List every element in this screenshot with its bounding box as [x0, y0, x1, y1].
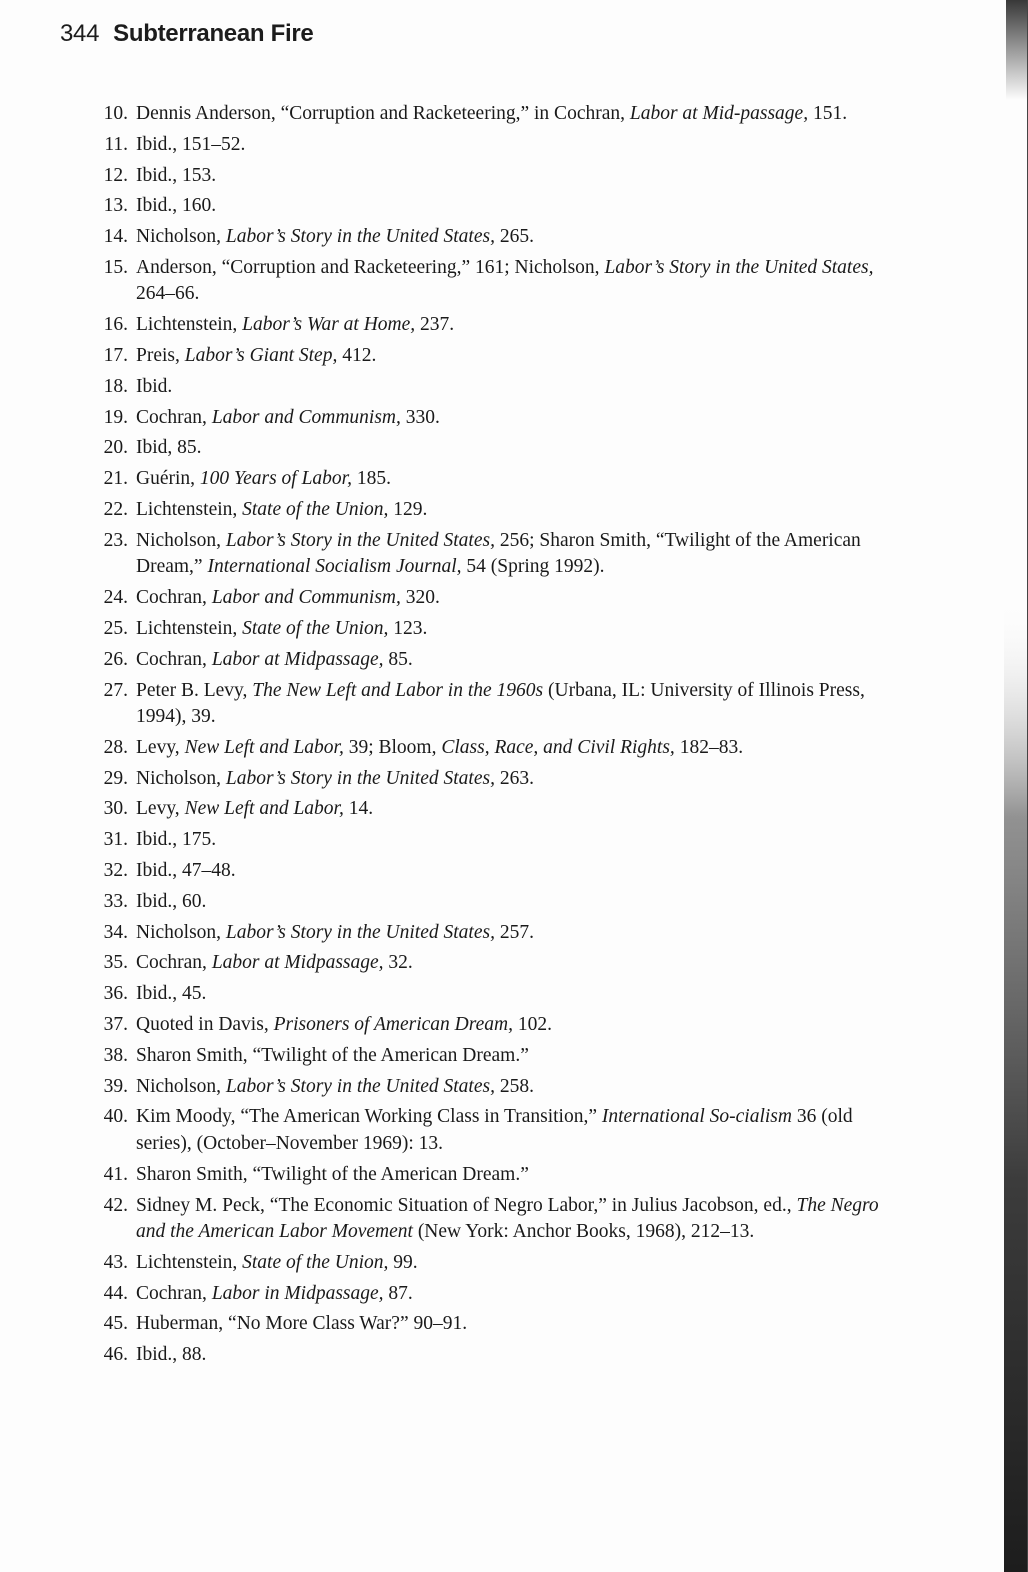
endnote-title: Labor and Communism, — [211, 587, 401, 609]
endnote-item — [90, 435, 880, 462]
endnote-item — [90, 1281, 880, 1308]
endnote-text — [136, 376, 172, 397]
endnote-text — [136, 165, 216, 186]
endnote-item — [90, 1311, 880, 1338]
endnote-text-segment: Cochran, — [136, 952, 212, 974]
endnote-text-segment: (New York: Anchor Books, 1968), 212–13. — [412, 1221, 755, 1242]
endnote-text-segment: (Urbana, IL: University of Illinois Press, 1994), 39. — [136, 679, 865, 728]
endnote-item — [90, 735, 880, 762]
endnote-text-segment: Ibid., 88. — [136, 1344, 207, 1366]
endnote-text — [136, 952, 413, 973]
endnote-text — [136, 860, 236, 881]
endnote-text-segment: Cochran, — [136, 587, 212, 609]
endnote-text-segment: 182–83. — [674, 736, 744, 758]
endnote-text-segment: 185. — [351, 468, 391, 490]
endnote-number: 42. — [103, 1194, 128, 1216]
endnote-number: 28. — [103, 736, 128, 758]
endnote-title: Prisoners of American Dream, — [273, 1014, 513, 1036]
endnote-text — [136, 680, 865, 728]
endnote-item — [90, 497, 880, 524]
endnote-number: 31. — [103, 829, 128, 851]
endnote-item — [90, 528, 880, 581]
endnote-text-segment: Ibid, 85. — [136, 437, 202, 459]
endnote-item — [90, 1162, 880, 1189]
endnote-item — [90, 374, 880, 401]
endnote-text-segment: Guérin, — [136, 468, 200, 490]
running-header — [60, 20, 313, 48]
endnote-text-segment: Peter B. Levy, — [136, 679, 253, 701]
endnote-text-segment: 330. — [400, 406, 440, 428]
running-title: Subterranean Fire — [113, 20, 314, 47]
endnote-text-segment: Ibid., 175. — [136, 829, 217, 851]
endnote-text-segment: 123. — [388, 617, 428, 639]
endnote-text — [136, 345, 376, 366]
endnote-title: The Negro and the American Labor Movement — [136, 1194, 879, 1242]
endnote-text-segment: 257. — [494, 921, 534, 943]
endnote-title: Labor’s Story in the United States, — [225, 226, 495, 248]
endnote-number: 35. — [103, 952, 128, 974]
endnote-text-segment: Ibid., 153. — [136, 164, 217, 186]
endnote-text — [136, 226, 534, 247]
endnote-text-segment: 87. — [383, 1282, 413, 1304]
endnote-text-segment: Nicholson, — [136, 921, 226, 943]
endnote-text-segment: Preis, — [136, 345, 185, 367]
endnote-text-segment: Lichtenstein, — [136, 617, 243, 639]
endnote-text-segment: 85. — [383, 648, 413, 670]
endnote-text — [136, 922, 534, 943]
endnote-text-segment: 14. — [343, 798, 374, 820]
endnote-item — [90, 981, 880, 1008]
endnote-text — [136, 437, 202, 458]
endnote-text-segment: 32. — [383, 952, 413, 974]
endnote-text — [136, 618, 427, 639]
endnote-title: Labor’s Giant Step, — [184, 345, 338, 367]
endnote-item — [90, 255, 880, 308]
endnote-text — [136, 798, 373, 819]
endnote-number: 24. — [103, 587, 128, 609]
endnote-number: 20. — [103, 437, 128, 459]
endnote-title: International So-cialism — [601, 1106, 792, 1128]
endnote-text — [136, 1014, 552, 1035]
endnote-number: 38. — [103, 1044, 128, 1066]
endnote-text — [136, 1164, 529, 1185]
endnote-text-segment: 263. — [494, 767, 534, 789]
endnote-number: 34. — [103, 921, 128, 943]
endnote-text-segment: Sharon Smith, “Twilight of the American Dream.” — [136, 1163, 529, 1185]
endnote-title: International Socialism Journal, — [207, 556, 462, 578]
endnote-title: New Left and Labor, — [184, 798, 344, 820]
endnote-text-segment: 54 (Spring 1992). — [461, 556, 605, 578]
endnote-text-segment: Cochran, — [136, 648, 212, 670]
endnote-text-segment: 36 (old series), (October–November 1969): 13. — [136, 1106, 853, 1154]
endnote-item — [90, 616, 880, 643]
endnote-item — [90, 1043, 880, 1070]
endnote-text — [136, 587, 440, 608]
endnote-item — [90, 1012, 880, 1039]
endnote-text-segment: Nicholson, — [136, 767, 226, 789]
endnote-text-segment: Ibid., 47–48. — [136, 860, 236, 882]
endnote-text — [136, 1045, 529, 1066]
endnote-number: 13. — [103, 195, 128, 217]
endnote-number: 41. — [103, 1163, 128, 1185]
endnote-text — [136, 1076, 534, 1097]
endnote-number: 17. — [103, 345, 128, 367]
endnote-text — [136, 195, 216, 216]
endnote-item — [90, 132, 880, 159]
endnote-title: State of the Union, — [242, 1251, 389, 1273]
endnote-title: Class, Race, and Civil Rights, — [441, 736, 675, 758]
endnote-title: Labor at Midpassage, — [211, 952, 384, 974]
endnote-title: Labor at Midpassage, — [211, 648, 384, 670]
endnote-number: 29. — [103, 767, 128, 789]
endnote-number: 30. — [103, 798, 128, 820]
endnote-text-segment: Lichtenstein, — [136, 314, 243, 336]
endnote-text-segment: 256; Sharon Smith, “Twilight of the American Dream,” — [136, 529, 861, 578]
endnote-number: 33. — [103, 890, 128, 912]
endnote-text — [136, 737, 743, 758]
endnote-title: Labor’s Story in the United States, — [225, 529, 495, 551]
page-binding-edge — [966, 0, 1028, 1572]
endnote-number: 14. — [103, 226, 128, 248]
endnote-number: 39. — [103, 1075, 128, 1097]
endnote-text-segment: Nicholson, — [136, 1075, 226, 1097]
endnote-title: Labor’s Story in the United States, — [225, 1075, 495, 1097]
endnote-text — [136, 891, 206, 912]
endnote-text-segment: Nicholson, — [136, 226, 226, 248]
endnote-number: 15. — [103, 256, 128, 278]
endnote-title: Labor at Mid-passage, — [629, 103, 809, 124]
endnote-title: Labor and Communism, — [211, 406, 401, 428]
endnote-text-segment: 129. — [388, 499, 428, 521]
endnote-item — [90, 1074, 880, 1101]
endnote-number: 19. — [103, 406, 128, 428]
endnote-text-segment: Levy, — [136, 736, 185, 758]
endnote-number: 12. — [103, 164, 128, 186]
endnote-text — [136, 103, 847, 124]
endnote-number: 43. — [103, 1251, 128, 1273]
endnote-text — [136, 257, 873, 305]
endnote-text — [136, 1283, 413, 1304]
endnote-text-segment: Lichtenstein, — [136, 499, 243, 521]
endnote-text-segment: 151. — [808, 103, 848, 124]
endnotes-list — [90, 101, 880, 1373]
endnote-text-segment: Cochran, — [136, 406, 212, 428]
endnote-title: 100 Years of Labor, — [199, 468, 352, 490]
endnote-number: 27. — [103, 679, 128, 701]
endnote-text — [136, 314, 454, 335]
endnote-text-segment: Lichtenstein, — [136, 1251, 243, 1273]
endnote-text-segment: Ibid., 45. — [136, 983, 207, 1005]
endnote-text-segment: Ibid. — [136, 375, 173, 397]
endnote-text-segment: Ibid., 60. — [136, 890, 207, 912]
endnote-item — [90, 224, 880, 251]
endnote-item — [90, 796, 880, 823]
endnote-item — [90, 827, 880, 854]
endnote-text-segment: Huberman, “No More Class War?” 90–91. — [136, 1313, 468, 1335]
endnote-item — [90, 858, 880, 885]
endnote-number: 40. — [103, 1106, 128, 1128]
endnote-number: 37. — [103, 1014, 128, 1036]
endnote-item — [90, 163, 880, 190]
endnote-text — [136, 134, 245, 155]
endnote-title: Labor’s Story in the United States, — [225, 921, 495, 943]
endnote-title: New Left and Labor, — [184, 736, 344, 758]
endnote-text-segment: 102. — [512, 1014, 552, 1036]
endnote-text — [136, 829, 216, 850]
endnote-item — [90, 889, 880, 916]
endnote-text-segment: Sidney M. Peck, “The Economic Situation of Negro Labor,” in Julius Jacobson, ed., — [136, 1194, 797, 1216]
endnote-number: 26. — [103, 648, 128, 670]
endnote-text-segment: 412. — [337, 345, 377, 367]
endnote-text-segment: Anderson, “Corruption and Racketeering,” 161; Nicholson, — [136, 256, 605, 278]
endnote-text-segment: Quoted in Davis, — [136, 1014, 274, 1036]
endnote-title: Labor in Midpassage, — [211, 1282, 384, 1304]
endnote-text-segment: 264–66. — [136, 283, 200, 305]
endnote-text-segment: Cochran, — [136, 1282, 212, 1304]
endnote-number: 23. — [103, 529, 128, 551]
endnote-number: 32. — [103, 860, 128, 882]
endnote-number: 25. — [103, 617, 128, 639]
endnote-item — [90, 1250, 880, 1277]
endnote-text-segment: 237. — [415, 314, 455, 336]
endnote-text-segment: 320. — [400, 587, 440, 609]
endnote-number: 11. — [104, 133, 128, 155]
endnote-number: 44. — [103, 1282, 128, 1304]
endnote-number: 21. — [103, 468, 128, 490]
endnote-number: 18. — [103, 375, 128, 397]
endnote-text-segment: Levy, — [136, 798, 185, 820]
endnote-text-segment: Sharon Smith, “Twilight of the American Dream.” — [136, 1044, 529, 1066]
endnote-title: Labor’s Story in the United States, — [604, 256, 874, 278]
endnote-text — [136, 468, 391, 489]
endnote-title: Labor’s War at Home, — [242, 314, 416, 336]
page-number: 344 — [60, 20, 100, 47]
endnote-item — [90, 101, 880, 128]
endnote-text-segment: Kim Moody, “The American Working Class in Transition,” — [136, 1106, 602, 1128]
endnote-item — [90, 193, 880, 220]
endnote-title: State of the Union, — [242, 499, 389, 521]
endnote-text — [136, 649, 413, 670]
endnote-text — [136, 1344, 206, 1365]
endnote-text-segment: Dennis Anderson, “Corruption and Racketeering,” in Cochran, — [136, 103, 630, 124]
endnote-text-segment: 258. — [494, 1075, 534, 1097]
endnote-number: 16. — [103, 314, 128, 336]
endnote-text — [136, 768, 534, 789]
endnote-item — [90, 585, 880, 612]
endnote-text-segment: Ibid., 151–52. — [136, 133, 246, 155]
endnote-number: 36. — [103, 983, 128, 1005]
endnote-text-segment: 265. — [494, 226, 534, 248]
endnote-number: 45. — [103, 1313, 128, 1335]
endnote-item — [90, 678, 880, 731]
endnote-number: 22. — [103, 499, 128, 521]
endnote-item — [90, 343, 880, 370]
endnote-text — [136, 1106, 853, 1154]
endnote-text-segment: 39; Bloom, — [343, 736, 442, 758]
endnote-text — [136, 499, 427, 520]
endnote-text — [136, 407, 440, 428]
endnote-text-segment: 99. — [388, 1251, 418, 1273]
endnote-item — [90, 647, 880, 674]
endnote-item — [90, 405, 880, 432]
endnote-title: Labor’s Story in the United States, — [225, 767, 495, 789]
endnote-number: 10. — [103, 103, 128, 124]
endnote-text — [136, 530, 861, 578]
endnote-text — [136, 1313, 467, 1334]
endnote-number: 46. — [103, 1344, 128, 1366]
endnote-title: The New Left and Labor in the 1960s — [252, 679, 544, 701]
endnote-item — [90, 312, 880, 339]
endnote-item — [90, 950, 880, 977]
endnote-item — [90, 920, 880, 947]
endnote-text — [136, 1195, 879, 1243]
endnote-text-segment: Nicholson, — [136, 529, 226, 551]
endnote-text-segment: Ibid., 160. — [136, 195, 217, 217]
endnote-item — [90, 466, 880, 493]
endnote-item — [90, 766, 880, 793]
endnote-text — [136, 983, 206, 1004]
endnote-item — [90, 1342, 880, 1369]
endnote-item — [90, 1193, 880, 1246]
endnote-text — [136, 1252, 418, 1273]
endnote-title: State of the Union, — [242, 617, 389, 639]
endnote-item — [90, 1104, 880, 1157]
